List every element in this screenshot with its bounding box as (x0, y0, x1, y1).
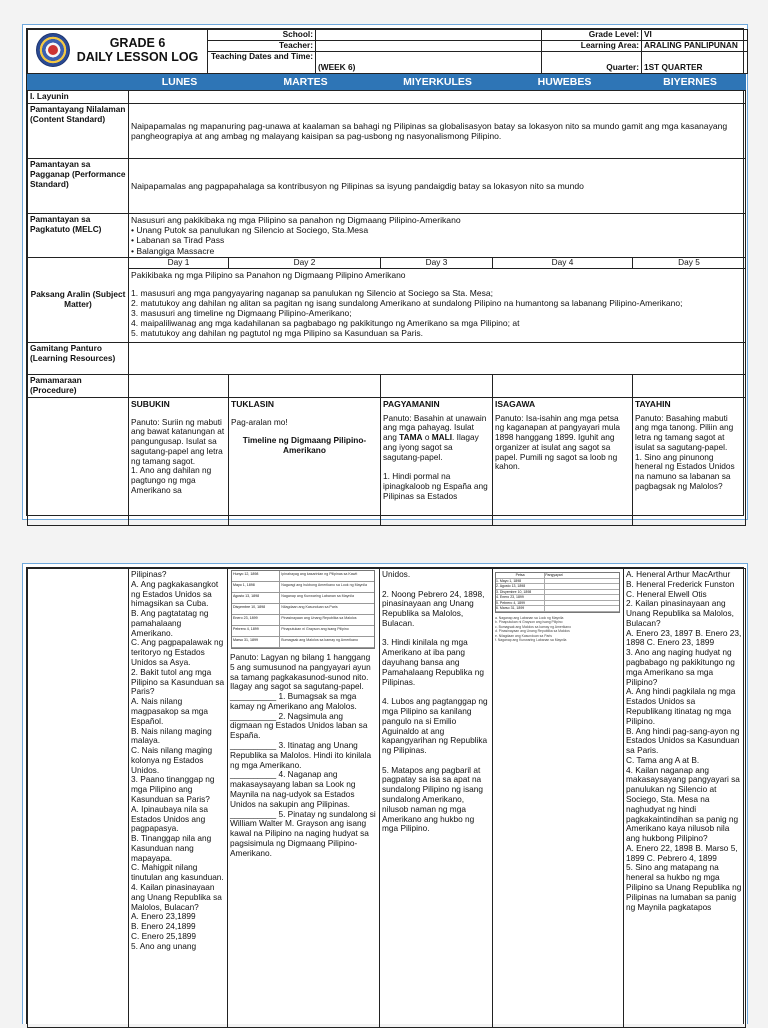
timeline-table-image (231, 570, 375, 649)
performance-standard-label: Pamantayan sa Pagganap (Performance Standard) (28, 159, 129, 214)
organizer-date: 3. Disyembre 10, 1898 (496, 590, 545, 595)
content-standard-text: Naipapamalas ng mapanuring pag-unawa at kaalaman sa bahagi ng Pilipinas sa globalisasyon batay sa lokasyon nito sa mundo gamit ang mga kasanayang pangheograpiya at ang ambag ng malayang kaisipan sa pag-usbong ng nasyonalismong Pilipino. (129, 104, 746, 159)
dates-value: (WEEK 6) (316, 52, 542, 74)
melc-label: Pamantayan sa Pagkatuto (MELC) (28, 214, 129, 258)
learning-area-value: ARALING PANLIPUNAN (642, 41, 748, 52)
day-number: Day 1 (129, 258, 229, 269)
day-lunes: LUNES (129, 75, 231, 90)
organizer-header-cell: Petsa (496, 573, 545, 578)
timeline-event: Pinasinayaan ang Unang Republika sa Malolos (281, 616, 357, 620)
subject-matter-text (129, 268, 746, 342)
dates-label: Teaching Dates and Time: (208, 52, 316, 74)
learning-area-label: Learning Area: (542, 41, 642, 52)
organizer-choices-image (495, 616, 620, 644)
organizer-choice: e. Nilagdaan ang Kasunduan sa Paris (495, 633, 552, 638)
timeline-row (232, 626, 374, 637)
page-1-frame (26, 28, 744, 516)
timeline-event: Bumagsak ang Malolos sa kamay ng Amerikano (281, 638, 358, 642)
title-log: DAILY LESSON LOG (76, 50, 199, 65)
school-label: School: (208, 30, 316, 41)
tama-word: TAMA (399, 432, 423, 443)
organizer-date: 2. Agosto 13, 1898 (496, 584, 545, 589)
timeline-row (232, 604, 374, 615)
days-header (27, 74, 746, 90)
timeline-date: Mayo 1, 1898 (232, 582, 280, 592)
tuklasin-heading: Timeline ng Digmaang Pilipino-Amerikano (242, 435, 367, 456)
layunin-value (129, 91, 746, 104)
procedure-empty (493, 374, 633, 397)
tayahin-cont-cell (624, 569, 746, 1028)
subukin-text: Panuto: Suriin ng mabuti ang bawat katanungan at pangungusap. Isulat sa sagutang-papel ang letra ng tamang sagot. 1. Ano ang dahilan ng pagtungo ng mga Amerikano sa (131, 416, 225, 495)
deped-seal-icon (36, 33, 70, 67)
timeline-date: Agosto 13, 1898 (232, 593, 280, 603)
timeline-row (232, 571, 374, 582)
organizer-date: 4. Enero 23, 1899 (496, 595, 545, 600)
organizer-date: 6. Marso 31, 1899 (496, 606, 545, 611)
tuklasin-title: TUKLASIN (231, 398, 274, 409)
day-number: Day 3 (381, 258, 493, 269)
grade-level-label: Grade Level: (542, 30, 642, 41)
timeline-event: Naganap ang Kunwaring Labanan sa Maynila (281, 594, 355, 598)
page-2-table (27, 568, 746, 1028)
content-standard-label: Pamantayang Nilalaman (Content Standard) (28, 104, 129, 159)
grade-level-value: VI (642, 30, 748, 41)
organizer-date: 1. Mayo 1, 1898 (496, 579, 545, 584)
day-number: Day 5 (633, 258, 746, 269)
mali-word: MALI (431, 432, 453, 443)
page-2-side (28, 569, 129, 1028)
procedure-label: Pamamaraan (Procedure) (28, 374, 129, 397)
procedure-side (28, 397, 129, 525)
tayahin-cont-text: A. Heneral Arthur MacArthur B. Heneral Frederick Funston C. Heneral Elwell Otis 2. Kailan pinasinayaan ang Unang Republika sa Malolos, Bulacan? A. Enero 23, 1897 B. Enero 23, 1898 C. Enero 23, 1899 3. Ano ang naging hudyat ng pagbabago ng pakikitungo ng mga Amerikano sa mga Pilipino? A. Ang hindi pagkilala ng mga Estados Unidos sa Republikang itinatag ng mga Pilipino. B. Ang hindi pag-sang-ayon ng Estados Unidos sa Kasunduan sa Paris. C. Tama ang A at B. 4. Kailan naganap ang makasaysayang pangyayari sa panulukan ng Silencio at Sociego, Sta. Mesa na naghudyat ng hindi pagkakaintindihan sa panig ng Amerikano kaya nilusob nila ang hukbong Pilipino? A. Enero 22, 1898 B. Marso 5, 1899 C. Pebrero 4, 1899 5. Sino ang matapang na heneral sa hukbo ng mga Pilipino sa Unang Republika ng Pilipinas na lumaban sa panig ng Maynila pagkatapos (626, 569, 742, 912)
pagyamanin-cont-text: Unidos. 2. Noong Pebrero 24, 1898, pinasinayaan ang Unang Republika sa Malolos, Bulacan. 3. Hindi kinilala ng mga Amerikano at iba pang dayuhang bansa ang Pamahalaang Republika ng Pilipinas. 4. Lubos ang pagtanggap ng mga Pilipino sa kanilang pangulo na si Emilio Aguinaldo at ang kapangyarihan ng Republika ng Pilipinas. 5. Matapos ang pagbaril at pagpatay sa isa sa apat na sundalong Pilipino ng isang sundalong Amerikano, nilusob naman ng mga Amerikano ang hukbo ng mga Pilipino. (382, 569, 488, 834)
resources-value (129, 342, 746, 374)
or-word: o (422, 432, 432, 443)
organizer-choice: f. Naganap ang Kunwaring Labanan sa Maynila (495, 638, 567, 643)
timeline-row (232, 615, 374, 626)
organizer-row (496, 606, 619, 612)
log-title (72, 36, 203, 65)
lesson-body-table (27, 90, 746, 525)
pagyamanin-cont-cell (380, 569, 493, 1028)
tayahin-text: Panuto: Basahing mabuti ang mga tanong. Piliin ang letra ng tamang sagot at isulat sa sagutang-papel. 1. Sino ang pinunong heneral ng Estados Unidos na namuno sa labanan sa pagbagsak ng Malolos? (635, 412, 735, 491)
organizer-choice: d. Pinasinayaan ang Unang Republika sa Malolos (495, 629, 570, 634)
tuklasin-text: Pag-aralan mo! (231, 416, 288, 427)
organizer-date: 5. Pebrero 4, 1899 (496, 601, 545, 606)
tuklasin-cont-text: Panuto: Lagyan ng bilang 1 hanggang 5 ang sumusunod na pangyayari ayun sa tamang pagkakasunod-sunod nito. Ilagay ang sagot sa sagutang-papel. __________ 1. Bumagsak sa mga kamay ng Amerikano ang Malolos. __________ 2. Nagsimula ang digmaan ng Estados Unidos laban sa España. __________ 3. Itinatag ang Unang Republika sa Malolos. Hindi ito kinilala ng mga Amerikano. __________ 4. Naganap ang makasaysayang laban sa Look ng Maynila na nag-udyok sa Estados Unidos na sakupin ang Pilipinas. __________ 5. Pinatay ng sundalong si William Walter M. Grayson ang isang kawal na Pilipino na naging hudyat sa pagsisimula ng Digmaang Pilipino-Amerikano. (230, 652, 376, 858)
isagawa-cell (493, 397, 633, 525)
layunin-label: I. Layunin (28, 91, 129, 104)
days-corner (28, 75, 129, 90)
day-number: Day 2 (229, 258, 381, 269)
pagyamanin-text-a: Panuto: Basahin at unawain ang mga pahayag. Isulat ang (383, 412, 487, 443)
quarter-value: 1ST QUARTER (642, 52, 748, 74)
melc-line: • Unang Putok sa panulukan ng Silencio at Sociego, Sta.Mesa (131, 225, 369, 236)
subject-item: 4. maipaliliwanag ang mga kadahilanan sa pagbabago ng pakikitungo ng Amerikano sa mga Pilipino; at (131, 318, 520, 328)
tuklasin-cont-cell (228, 569, 380, 1028)
resources-label: Gamitang Panturo (Learning Resources) (28, 342, 129, 374)
subject-item: 3. masusuri ang timeline ng Digmaang Pilipino-Amerikano; (131, 307, 352, 318)
subukin-cont-text: Pilipinas? A. Ang pagkakasangkot ng Estados Unidos sa himagsikan sa Cuba. B. Ang pagtatatag ng pamahalaang Amerikano. C. Ang pagpapalawak ng teritoryo ng Estados Unidos sa Asya. 2. Bakit tutol ang mga Pilipino sa Kasunduan sa Paris? A. Nais nilang magpasakop sa mga Español. B. Nais nilang maging malaya. C. Nais nilang maging kolonya ng Estados Unidos. 3. Paano tinanggap ng mga Pilipino ang Kasunduan sa Paris? A. Ipinaubaya nila sa Estados Unidos ang pagpapasya. B. Tinanggap nila ang Kasunduan nang mapayapa. C. Mahigpit nilang tinutulan ang kasunduan. 4. Kailan pinasinayaan ang Unang Republika sa Malolos, Bulacan? A. Enero 23,1899 B. Enero 24,1899 C. Enero 25,1899 5. Ano ang unang (131, 569, 225, 951)
procedure-empty (633, 374, 746, 397)
timeline-date: Pebrero 4, 1899 (232, 626, 280, 636)
isagawa-text: Panuto: Isa-isahin ang mga petsa ng kaganapan at pangyayari mula 1898 hanggang 1899. Iguhit ang organizer at isulat ang sagot sa papel. Pumili ng sagot sa loob ng kahon. (495, 412, 621, 472)
pagyamanin-cell (381, 397, 493, 525)
day-number: Day 4 (493, 258, 633, 269)
timeline-date: Disyembre 10, 1898 (232, 604, 280, 614)
subject-matter-label: Paksang Aralin (Subject Matter) (28, 258, 129, 343)
subject-matter-title: Pakikibaka ng mga Pilipino sa Panahon ng Digmaang Pilipino Amerikano (131, 269, 406, 280)
timeline-event: Pinaputukan ni Grayson ang isang Pilipino (281, 627, 349, 631)
timeline-event: Nilagdaan ang Kasunduan sa Paris (281, 605, 338, 609)
timeline-row (232, 637, 374, 648)
melc-line: • Balangiga Massacre (131, 245, 215, 256)
tayahin-title: TAYAHIN (635, 398, 671, 409)
header-logo-cell (28, 30, 208, 74)
timeline-row (232, 593, 374, 604)
tuklasin-cell (229, 397, 381, 525)
timeline-row (232, 582, 374, 593)
pagyamanin-text (383, 414, 490, 502)
isagawa-title: ISAGAWA (495, 398, 536, 409)
day-huwebes: HUWEBES (495, 75, 635, 90)
header-table (27, 29, 748, 74)
subject-item: 5. matutukoy ang dahilan ng pagtutol ng mga Pilipino sa Kasunduan sa Paris. (131, 328, 424, 339)
lesson-log-page-2 (22, 563, 748, 1024)
melc-line: • Labanan sa Tirad Pass (131, 235, 225, 246)
lesson-log-page-1 (22, 24, 748, 520)
timeline-event: Nagwagi ang hukbong Amerikano sa Look ng Maynila (281, 583, 367, 587)
melc-text (129, 214, 746, 258)
subukin-cont-cell (129, 569, 228, 1028)
pagyamanin-text-b: . Ilagay ang iyong sagot sa sagutang-papel. 1. Hindi pormal na ipinagkaloob ng España ang Pilipinas sa Estados (383, 432, 488, 501)
organizer-choice: a. Naganap ang Labanan sa Look ng Maynila (495, 615, 564, 620)
day-martes: MARTES (231, 75, 381, 90)
procedure-empty (381, 374, 493, 397)
procedure-empty (129, 374, 229, 397)
isagawa-cont-cell (493, 569, 624, 1028)
tayahin-cell (633, 397, 746, 525)
subject-item: 2. matutukoy ang dahilan ng alitan sa pagitan ng isang sundalong Amerikano at sundalong Pilipino na humantong sa labanang Pilipino-Amerikano; (131, 297, 683, 308)
procedure-empty (229, 374, 381, 397)
day-biyernes: BIYERNES (635, 75, 746, 90)
subukin-cell (129, 397, 229, 525)
timeline-event: Ipinahayag ang kasarinlan ng Pilipinas sa Kawit (281, 572, 358, 576)
organizer-table-image (495, 572, 620, 613)
subukin-title: SUBUKIN (131, 398, 170, 409)
timeline-date: Hunyo 12, 1898 (232, 571, 280, 581)
timeline-date: Marso 31, 1899 (232, 637, 280, 647)
day-miyerkules: MIYERKULES (381, 75, 495, 90)
pagyamanin-title: PAGYAMANIN (383, 398, 440, 409)
teacher-label: Teacher: (208, 41, 316, 52)
timeline-date: Enero 23, 1899 (232, 615, 280, 625)
subject-item: 1. masusuri ang mga pangyayaring naganap sa panulukan ng Silencio at Sociego sa Sta. Mesa; (131, 287, 493, 298)
performance-standard-text: Naipapamalas ang pagpapahalaga sa kontribusyon ng Pilipinas sa isyung pandaigdig batay sa lokasyon nito sa mundo (129, 159, 746, 214)
page-2-frame (26, 567, 744, 1024)
organizer-header-cell: Pangyayari (545, 573, 563, 577)
title-grade: GRADE 6 (109, 36, 166, 50)
organizer-choice: c. Bumagsak ang Malolos sa kamay ng Amerikano (495, 624, 571, 629)
organizer-choice: b. Pinaputukan ni Grayson ang isang Pilipino (495, 620, 563, 625)
melc-line: Nasusuri ang pakikibaka ng mga Pilipino sa panahon ng Digmaang Pilipino-Amerikano (131, 215, 461, 226)
quarter-label: Quarter: (542, 52, 642, 74)
school-value (316, 30, 542, 41)
teacher-value (316, 41, 542, 52)
